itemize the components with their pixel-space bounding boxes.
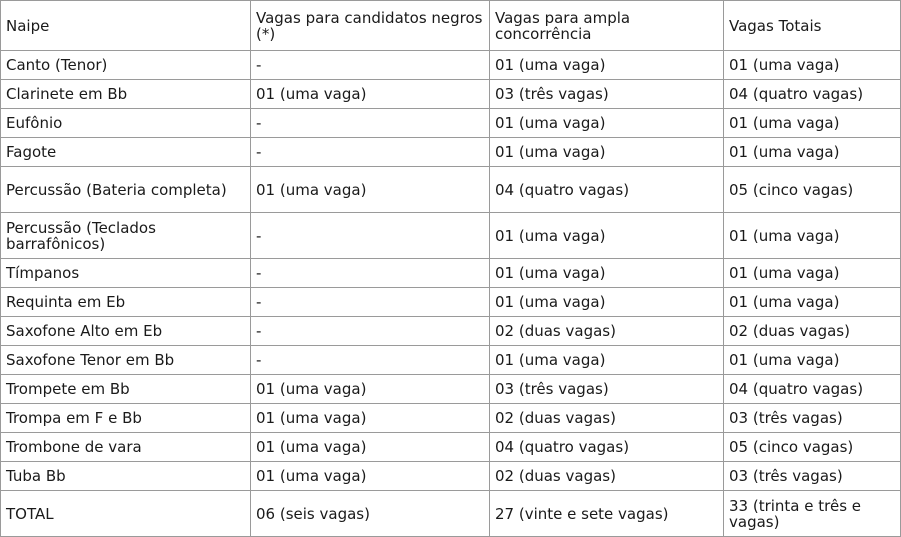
cell-totais: 05 (cinco vagas)	[724, 167, 901, 213]
cell-naipe: Saxofone Tenor em Bb	[1, 346, 251, 375]
cell-negros: -	[251, 51, 490, 80]
cell-ampla: 01 (uma vaga)	[490, 346, 724, 375]
table-row	[1, 80, 901, 109]
cell-ampla: 01 (uma vaga)	[490, 109, 724, 138]
cell-negros: -	[251, 288, 490, 317]
table-row	[1, 462, 901, 491]
cell-negros: -	[251, 109, 490, 138]
cell-ampla: 01 (uma vaga)	[490, 213, 724, 259]
cell-negros: 01 (uma vaga)	[251, 433, 490, 462]
cell-ampla: 04 (quatro vagas)	[490, 433, 724, 462]
cell-negros: -	[251, 138, 490, 167]
cell-ampla: 01 (uma vaga)	[490, 288, 724, 317]
cell-totais: 01 (uma vaga)	[724, 109, 901, 138]
header-vagas-totais: Vagas Totais	[724, 1, 901, 51]
table-row	[1, 167, 901, 213]
table-row	[1, 288, 901, 317]
cell-naipe: Clarinete em Bb	[1, 80, 251, 109]
cell-naipe: Canto (Tenor)	[1, 51, 251, 80]
cell-naipe: Tuba Bb	[1, 462, 251, 491]
table-row	[1, 138, 901, 167]
table-row	[1, 433, 901, 462]
header-naipe: Naipe	[1, 1, 251, 51]
cell-ampla: 04 (quatro vagas)	[490, 167, 724, 213]
cell-totais: 01 (uma vaga)	[724, 259, 901, 288]
cell-ampla: 02 (duas vagas)	[490, 404, 724, 433]
cell-totais: 04 (quatro vagas)	[724, 375, 901, 404]
cell-ampla: 02 (duas vagas)	[490, 317, 724, 346]
cell-negros-total: 06 (seis vagas)	[251, 491, 490, 537]
cell-totais: 04 (quatro vagas)	[724, 80, 901, 109]
table-row	[1, 109, 901, 138]
cell-ampla: 03 (três vagas)	[490, 80, 724, 109]
cell-totais: 02 (duas vagas)	[724, 317, 901, 346]
cell-negros: 01 (uma vaga)	[251, 404, 490, 433]
cell-totais: 01 (uma vaga)	[724, 138, 901, 167]
cell-negros: 01 (uma vaga)	[251, 80, 490, 109]
cell-totais-total: 33 (trinta e três e vagas)	[724, 491, 901, 537]
cell-naipe: Trombone de vara	[1, 433, 251, 462]
cell-negros: -	[251, 317, 490, 346]
table-header-row	[1, 1, 901, 51]
cell-totais: 01 (uma vaga)	[724, 288, 901, 317]
cell-ampla: 01 (uma vaga)	[490, 138, 724, 167]
cell-ampla: 03 (três vagas)	[490, 375, 724, 404]
header-vagas-ampla: Vagas para ampla concorrência	[490, 1, 724, 51]
cell-totais: 01 (uma vaga)	[724, 213, 901, 259]
cell-negros: 01 (uma vaga)	[251, 462, 490, 491]
cell-naipe: Percussão (Teclados barrafônicos)	[1, 213, 251, 259]
cell-naipe: Tímpanos	[1, 259, 251, 288]
cell-naipe: Trompete em Bb	[1, 375, 251, 404]
cell-naipe: Requinta em Eb	[1, 288, 251, 317]
cell-totais: 01 (uma vaga)	[724, 346, 901, 375]
cell-naipe: Trompa em F e Bb	[1, 404, 251, 433]
cell-ampla: 02 (duas vagas)	[490, 462, 724, 491]
cell-negros: -	[251, 346, 490, 375]
cell-totais: 03 (três vagas)	[724, 404, 901, 433]
cell-naipe: Saxofone Alto em Eb	[1, 317, 251, 346]
table-row	[1, 259, 901, 288]
header-vagas-negros: Vagas para candidatos negros (*)	[251, 1, 490, 51]
table-row	[1, 375, 901, 404]
table-total-row	[1, 491, 901, 537]
cell-totais: 03 (três vagas)	[724, 462, 901, 491]
table-row	[1, 51, 901, 80]
cell-ampla-total: 27 (vinte e sete vagas)	[490, 491, 724, 537]
cell-negros: 01 (uma vaga)	[251, 375, 490, 404]
cell-ampla: 01 (uma vaga)	[490, 259, 724, 288]
cell-negros: -	[251, 213, 490, 259]
table-row	[1, 213, 901, 259]
table-row	[1, 404, 901, 433]
cell-negros: -	[251, 259, 490, 288]
cell-naipe: Fagote	[1, 138, 251, 167]
cell-totais: 01 (uma vaga)	[724, 51, 901, 80]
table-row	[1, 317, 901, 346]
cell-naipe: Eufônio	[1, 109, 251, 138]
cell-totais: 05 (cinco vagas)	[724, 433, 901, 462]
cell-negros: 01 (uma vaga)	[251, 167, 490, 213]
cell-ampla: 01 (uma vaga)	[490, 51, 724, 80]
cell-naipe: Percussão (Bateria completa)	[1, 167, 251, 213]
table-row	[1, 346, 901, 375]
cell-naipe-total: TOTAL	[1, 491, 251, 537]
